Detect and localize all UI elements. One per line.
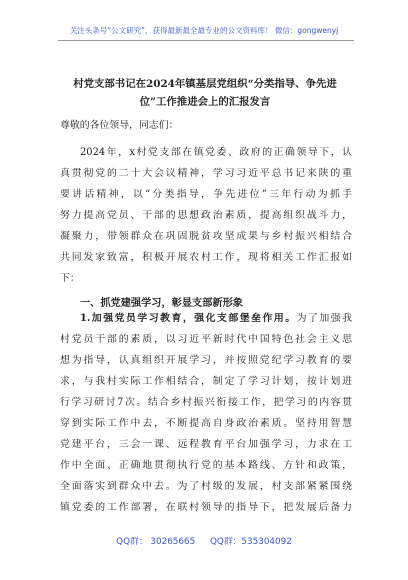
footer-qq-group-1: QQ群： 30265665 bbox=[116, 537, 196, 547]
paragraph-line: 村党员干部的素质，以习近平新时代中国特色社会主义思 bbox=[60, 334, 352, 345]
salutation: 尊敬的各位领导，同志们： bbox=[60, 120, 179, 131]
paragraph-text: 为了加强我 bbox=[296, 313, 352, 324]
paragraph-line: 共同发家致富，积极开展农村工作，现将相关工作汇报如 bbox=[60, 252, 352, 263]
paragraph-line: 行学习研讨7次。结合乡村振兴衔接工作，把学习的内容贯 bbox=[60, 397, 352, 408]
paragraph-line: 要讲话精神，以“分类指导，争先进位”三年行动为抓手 bbox=[60, 189, 352, 200]
paragraph-line: 2024年，x村党支部在镇党委、政府的正确领导下，认 bbox=[80, 147, 352, 158]
paragraph-line: 作中全面、正确地贯彻执行党的基本路线、方针和政策， bbox=[60, 460, 352, 471]
footer-qq-group-2: QQ群：535304092 bbox=[209, 537, 292, 547]
paragraph-line: 镇党委的工作部署，在联村领导的指导下，把发展后备力 bbox=[60, 502, 352, 513]
paragraph-line: 凝聚力，带领群众在巩固脱贫攻坚成果与乡村振兴相结合 bbox=[60, 231, 352, 242]
header-divider bbox=[58, 40, 354, 41]
paragraph-line: 真贯彻党的二十大会议精神，学习习近平总书记来陕的重 bbox=[60, 168, 352, 179]
paragraph-line: 穿到实际工作中去，不断提高自身政治素质。坚持用智慧 bbox=[60, 418, 352, 429]
sub-heading: 1.加强党员学习教育，强化支部堡垒作用。 bbox=[80, 313, 297, 324]
paragraph-line: 想为指导，认真组织开展学习，并按照党纪学习教育的要 bbox=[60, 355, 352, 366]
paragraph-line: 努力提高党员、干部的思想政治素质，提高组织战斗力， bbox=[60, 210, 352, 221]
paragraph-first-line bbox=[80, 312, 352, 326]
title-line-2: 位”工作推进会上的汇报发言 bbox=[139, 96, 271, 108]
paragraph-line: 下： bbox=[60, 273, 80, 284]
paragraph-line: 党建平台，三会一课、远程教育平台加强学习，力求在工 bbox=[60, 439, 352, 450]
paragraph-line: 求，与我村实际工作相结合，制定了学习计划，按计划进 bbox=[60, 376, 352, 387]
header-banner: 关注头条号“公文研究”，获得最新最全最专业的公文资料库！ 微信：gongwenyj bbox=[69, 26, 339, 35]
footer-contact bbox=[0, 534, 408, 547]
paragraph-line: 全面落实到群众中去。为了村级的发展，村支部紧紧围绕 bbox=[60, 481, 352, 492]
document-title bbox=[60, 75, 350, 111]
title-line-1: 村党支部书记在2024年镇基层党组织“分类指导、争先进 bbox=[73, 78, 337, 90]
section-heading: 一、抓党建强学习，彰显支部新形象 bbox=[80, 297, 243, 309]
